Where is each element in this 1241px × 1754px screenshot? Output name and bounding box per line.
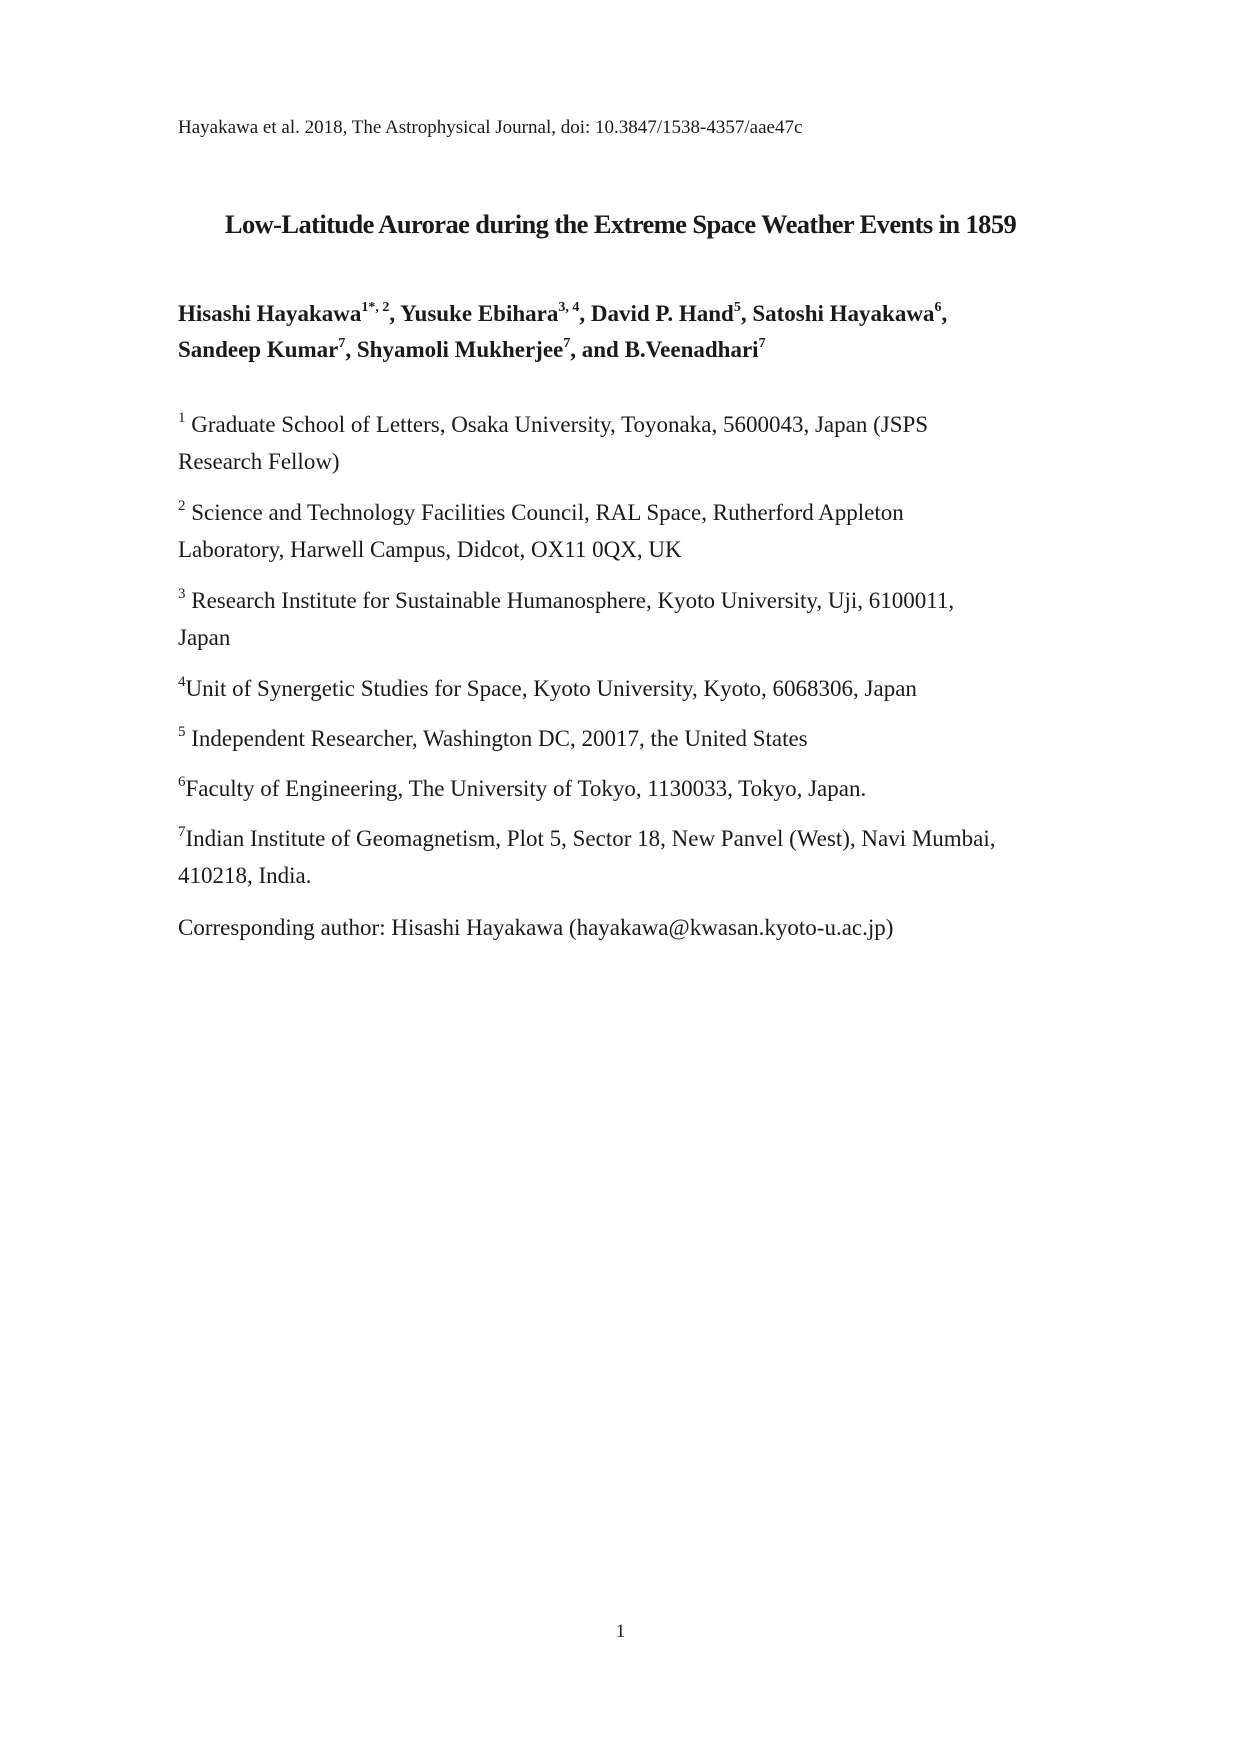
author-list bbox=[178, 296, 1078, 368]
affiliation-line bbox=[178, 670, 1078, 707]
affiliation-3 bbox=[178, 582, 1078, 656]
affiliation-line bbox=[178, 406, 1078, 443]
affiliation-line bbox=[178, 494, 1078, 531]
author-name: Yusuke Ebihara bbox=[400, 301, 559, 326]
author-name: Satoshi Hayakawa bbox=[752, 301, 935, 326]
affiliation-text: Unit of Synergetic Studies for Space, Kyoto University, Kyoto, 6068306, Japan bbox=[185, 676, 917, 701]
citation-header: Hayakawa et al. 2018, The Astrophysical Journal, doi: 10.3847/1538-4357/aae47c bbox=[178, 117, 803, 138]
affiliation-text: Faculty of Engineering, The University of Tokyo, 1130033, Tokyo, Japan. bbox=[185, 776, 867, 801]
author-line-2 bbox=[178, 332, 1078, 368]
affiliation-text: Research Institute for Sustainable Humanosphere, Kyoto University, Uji, 6100011, bbox=[185, 588, 955, 613]
author-affiliation-marker: 3, 4 bbox=[558, 300, 580, 316]
page-number: 1 bbox=[615, 1621, 626, 1642]
author-separator: , bbox=[941, 301, 948, 326]
author-name: Sandeep Kumar bbox=[178, 337, 339, 362]
affiliation-2 bbox=[178, 494, 1078, 568]
author-separator: , bbox=[345, 337, 357, 362]
affiliation-number: 2 bbox=[178, 498, 186, 515]
author-name: Shyamoli Mukherjee bbox=[356, 337, 564, 362]
author-affiliation-marker: 7 bbox=[338, 336, 346, 352]
author-separator: , bbox=[389, 301, 401, 326]
author-affiliation-marker: 6 bbox=[934, 300, 942, 316]
author-name: Hisashi Hayakawa bbox=[178, 301, 362, 326]
affiliation-7 bbox=[178, 820, 1078, 894]
affiliation-number: 7 bbox=[178, 824, 186, 841]
author-name: B.Veenadhari bbox=[624, 337, 759, 362]
affiliation-text: Indian Institute of Geomagnetism, Plot 5, Sector 18, New Panvel (West), Navi Mumbai, bbox=[185, 826, 996, 851]
author-separator: , bbox=[579, 301, 591, 326]
paper-title: Low-Latitude Aurorae during the Extreme Space Weather Events in 1859 bbox=[224, 209, 1017, 239]
affiliation-number: 6 bbox=[178, 774, 186, 791]
affiliation-line bbox=[178, 770, 1078, 807]
author-separator: , and bbox=[570, 337, 625, 362]
author-line-1 bbox=[178, 296, 1078, 332]
affiliation-6 bbox=[178, 770, 1078, 807]
affiliation-number: 5 bbox=[178, 724, 186, 741]
affiliation-text: Independent Researcher, Washington DC, 20017, the United States bbox=[185, 726, 808, 751]
author-affiliation-marker: 1*, 2 bbox=[361, 300, 390, 316]
corresponding-author-text: Corresponding author: Hisashi Hayakawa (hayakawa@kwasan.kyoto-u.ac.jp) bbox=[178, 915, 894, 940]
affiliation-line bbox=[178, 582, 1078, 619]
author-name: David P. Hand bbox=[590, 301, 734, 326]
affiliation-line bbox=[178, 720, 1078, 757]
author-affiliation-marker: 5 bbox=[733, 300, 741, 316]
affiliation-text: Graduate School of Letters, Osaka University, Toyonaka, 5600043, Japan (JSPS bbox=[185, 412, 929, 437]
author-affiliation-marker: 7 bbox=[563, 336, 571, 352]
affiliation-text-continued: Laboratory, Harwell Campus, Didcot, OX11 0QX, UK bbox=[178, 537, 682, 562]
affiliation-4 bbox=[178, 670, 1078, 707]
corresponding-author bbox=[178, 909, 1078, 946]
author-separator: , bbox=[740, 301, 753, 326]
affiliation-number: 1 bbox=[178, 410, 186, 427]
affiliation-line bbox=[178, 820, 1078, 857]
affiliation-text-continued: 410218, India. bbox=[178, 863, 312, 888]
affiliation-1 bbox=[178, 406, 1078, 480]
author-affiliation-marker: 7 bbox=[758, 336, 766, 352]
affiliation-text: Science and Technology Facilities Council, RAL Space, Rutherford Appleton bbox=[185, 500, 904, 525]
affiliation-text-continued: Research Fellow) bbox=[178, 449, 340, 474]
affiliation-text-continued: Japan bbox=[178, 625, 231, 650]
affiliation-number: 3 bbox=[178, 586, 186, 603]
affiliation-5 bbox=[178, 720, 1078, 757]
affiliation-number: 4 bbox=[178, 674, 186, 691]
